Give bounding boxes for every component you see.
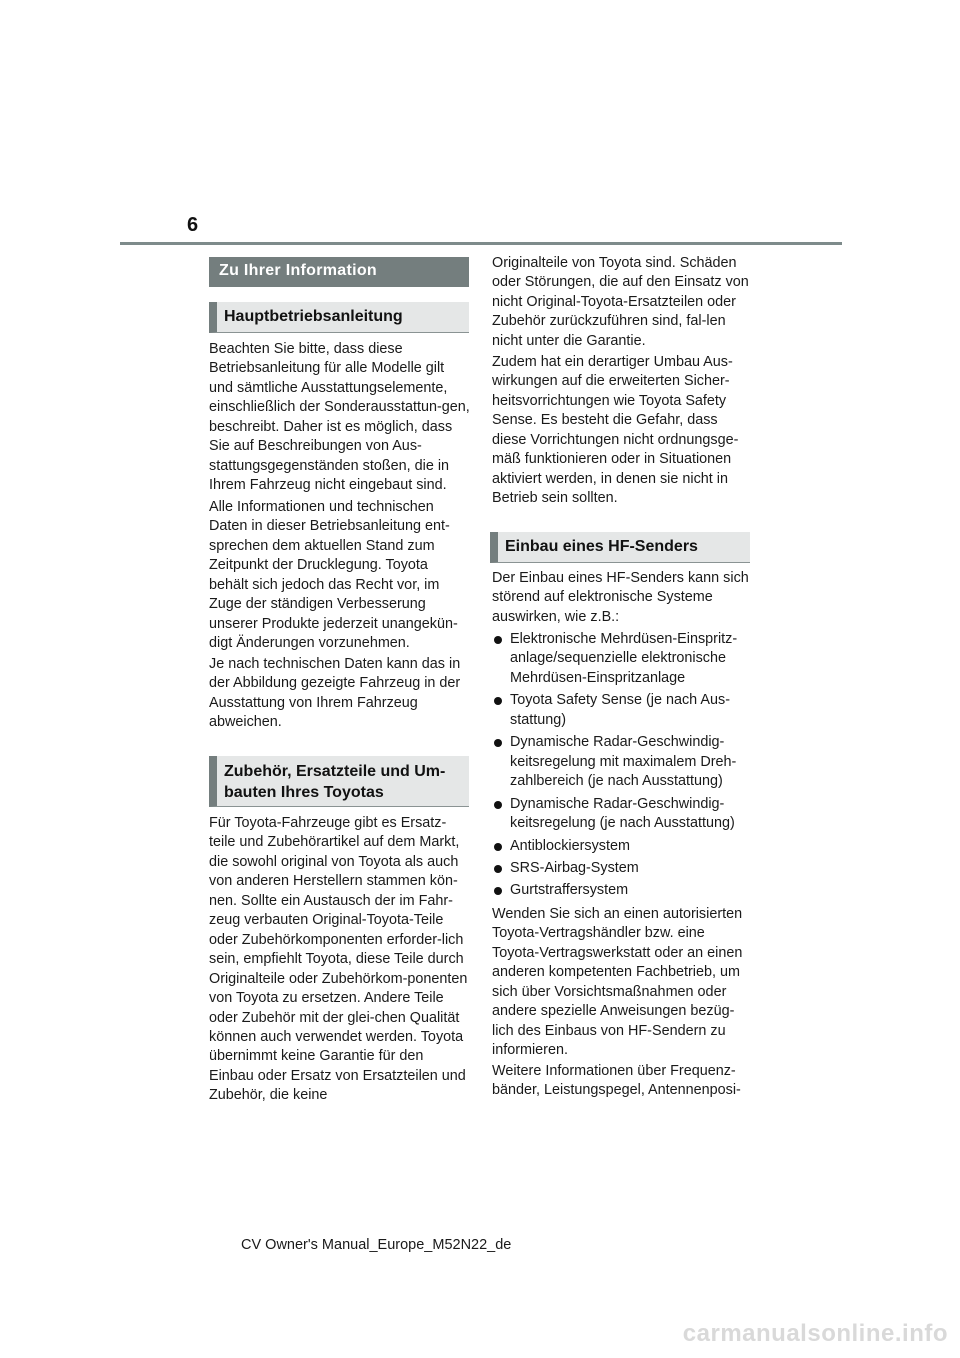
paragraph-left-4: Für Toyota-Fahrzeuge gibt es Ersatz-teile und Zubehörartikel auf dem Markt, die sowohl original von Toyota als auch von anderen Herstellern stammen kön-nen. Sollte ein Austausch der im Fahr-zeug verbauten Original-Toyota-Teile oder Zubehörkomponenten erforder-lich sein, empfiehlt Toyota, diese Teile durch Originalteile oder Zubehörkom-ponenten von Toyota zu ersetzen. Andere Teile oder Zubehör mit der glei-chen Qualität können auch verwendet werden. Toyota übernimmt keine Garantie für den Einbau oder Ersatz von Ersatzteilen und Zubehör, die keine [209, 815, 468, 1104]
list-item: Dynamische Radar-Geschwindig-keitsregelung mit maximalem Dreh-zahlbereich (je nach Ausstattung) [492, 733, 750, 791]
paragraph-left-3: Je nach technischen Daten kann das in der Abbildung gezeigte Fahrzeug in der Ausstattung von Ihrem Fahrzeug abweichen. [209, 656, 461, 731]
paragraph-left-1: Beachten Sie bitte, dass diese Betriebsanleitung für alle Modelle gilt und sämtliche Ausstattungselemente, einschließlich der Sonderausstattun-gen, beschreibt. Daher ist es möglich, dass Sie auf Beschreibungen von Aus-stattungsgegenständen stoßen, die in Ihrem Fahrzeug nicht eingebaut sind. [209, 341, 470, 494]
bullet-icon [494, 887, 502, 895]
header-rule [120, 242, 842, 245]
paragraph-right-4: Wenden Sie sich an einen autorisierten Toyota-Vertragshändler bzw. eine Toyota-Vertragswerkstatt oder an einen anderen kompetenten Fachbetrieb, um sich über Vorsichtsmaßnahmen oder andere spezielle Anweisungen bezüg-lich des Einbaus von HF-Sendern zu informieren. [492, 906, 743, 1059]
paragraph-right-1: Originalteile von Toyota sind. Schäden oder Störungen, die auf den Einsatz von nicht Original-Toyota-Ersatzteilen oder Zubehör zurückzuführen sind, fal-len nicht unter die Garantie. [492, 255, 749, 349]
list-item: Dynamische Radar-Geschwindig-keitsregelung (je nach Ausstattung) [492, 795, 750, 834]
bullet-list [492, 630, 750, 904]
bullet-icon [494, 801, 502, 809]
bullet-icon [494, 739, 502, 747]
list-item: Toyota Safety Sense (je nach Aus-stattung) [492, 691, 750, 730]
paragraph-right-2: Zudem hat ein derartiger Umbau Aus-wirkungen auf die erweiterten Sicher-heitsvorrichtungen wie Toyota Safety Sense. Es besteht die Gefahr, dass diese Vorrichtungen nicht ordnungsge-mäß funktionieren oder in Situationen aktiviert werden, in denen sie nicht in Betrieb sein sollten. [492, 354, 739, 507]
section-title: Zu Ihrer Information [209, 257, 469, 287]
bullet-icon [494, 843, 502, 851]
list-item: Gurtstraffersystem [492, 881, 750, 900]
watermark: carmanualsonline.info [682, 1320, 948, 1347]
footer-document-id: CV Owner's Manual_Europe_M52N22_de [241, 1237, 512, 1253]
heading-zubehoer: Zubehör, Ersatzteile und Um-bauten Ihres Toyotas [209, 756, 469, 807]
list-item: Antiblockiersystem [492, 837, 750, 856]
bullet-icon [494, 697, 502, 705]
heading-hauptbetriebsanleitung: Hauptbetriebsanleitung [209, 302, 469, 333]
paragraph-left-2: Alle Informationen und technischen Daten in dieser Betriebsanleitung ent-sprechen dem aktuellen Stand zum Zeitpunkt der Drucklegung. Toyota behält sich jedoch das Recht vor, im Zuge der ständigen Verbesserung unserer Produkte jederzeit unangekün-digt Änderungen vorzunehmen. [209, 499, 458, 652]
bullet-icon [494, 865, 502, 873]
heading-hf-sender: Einbau eines HF-Senders [490, 532, 750, 563]
paragraph-right-5: Weitere Informationen über Frequenz-bänder, Leistungspegel, Antennenposi- [492, 1063, 741, 1099]
bullet-icon [494, 636, 502, 644]
list-item: Elektronische Mehrdüsen-Einspritz-anlage/sequenzielle elektronische Mehrdüsen-Einspritzanlage [492, 630, 750, 688]
paragraph-right-3: Der Einbau eines HF-Senders kann sich störend auf elektronische Systeme auswirken, wie z.B.: [492, 570, 749, 625]
list-item: SRS-Airbag-System [492, 859, 750, 878]
page-number: 6 [187, 214, 199, 236]
